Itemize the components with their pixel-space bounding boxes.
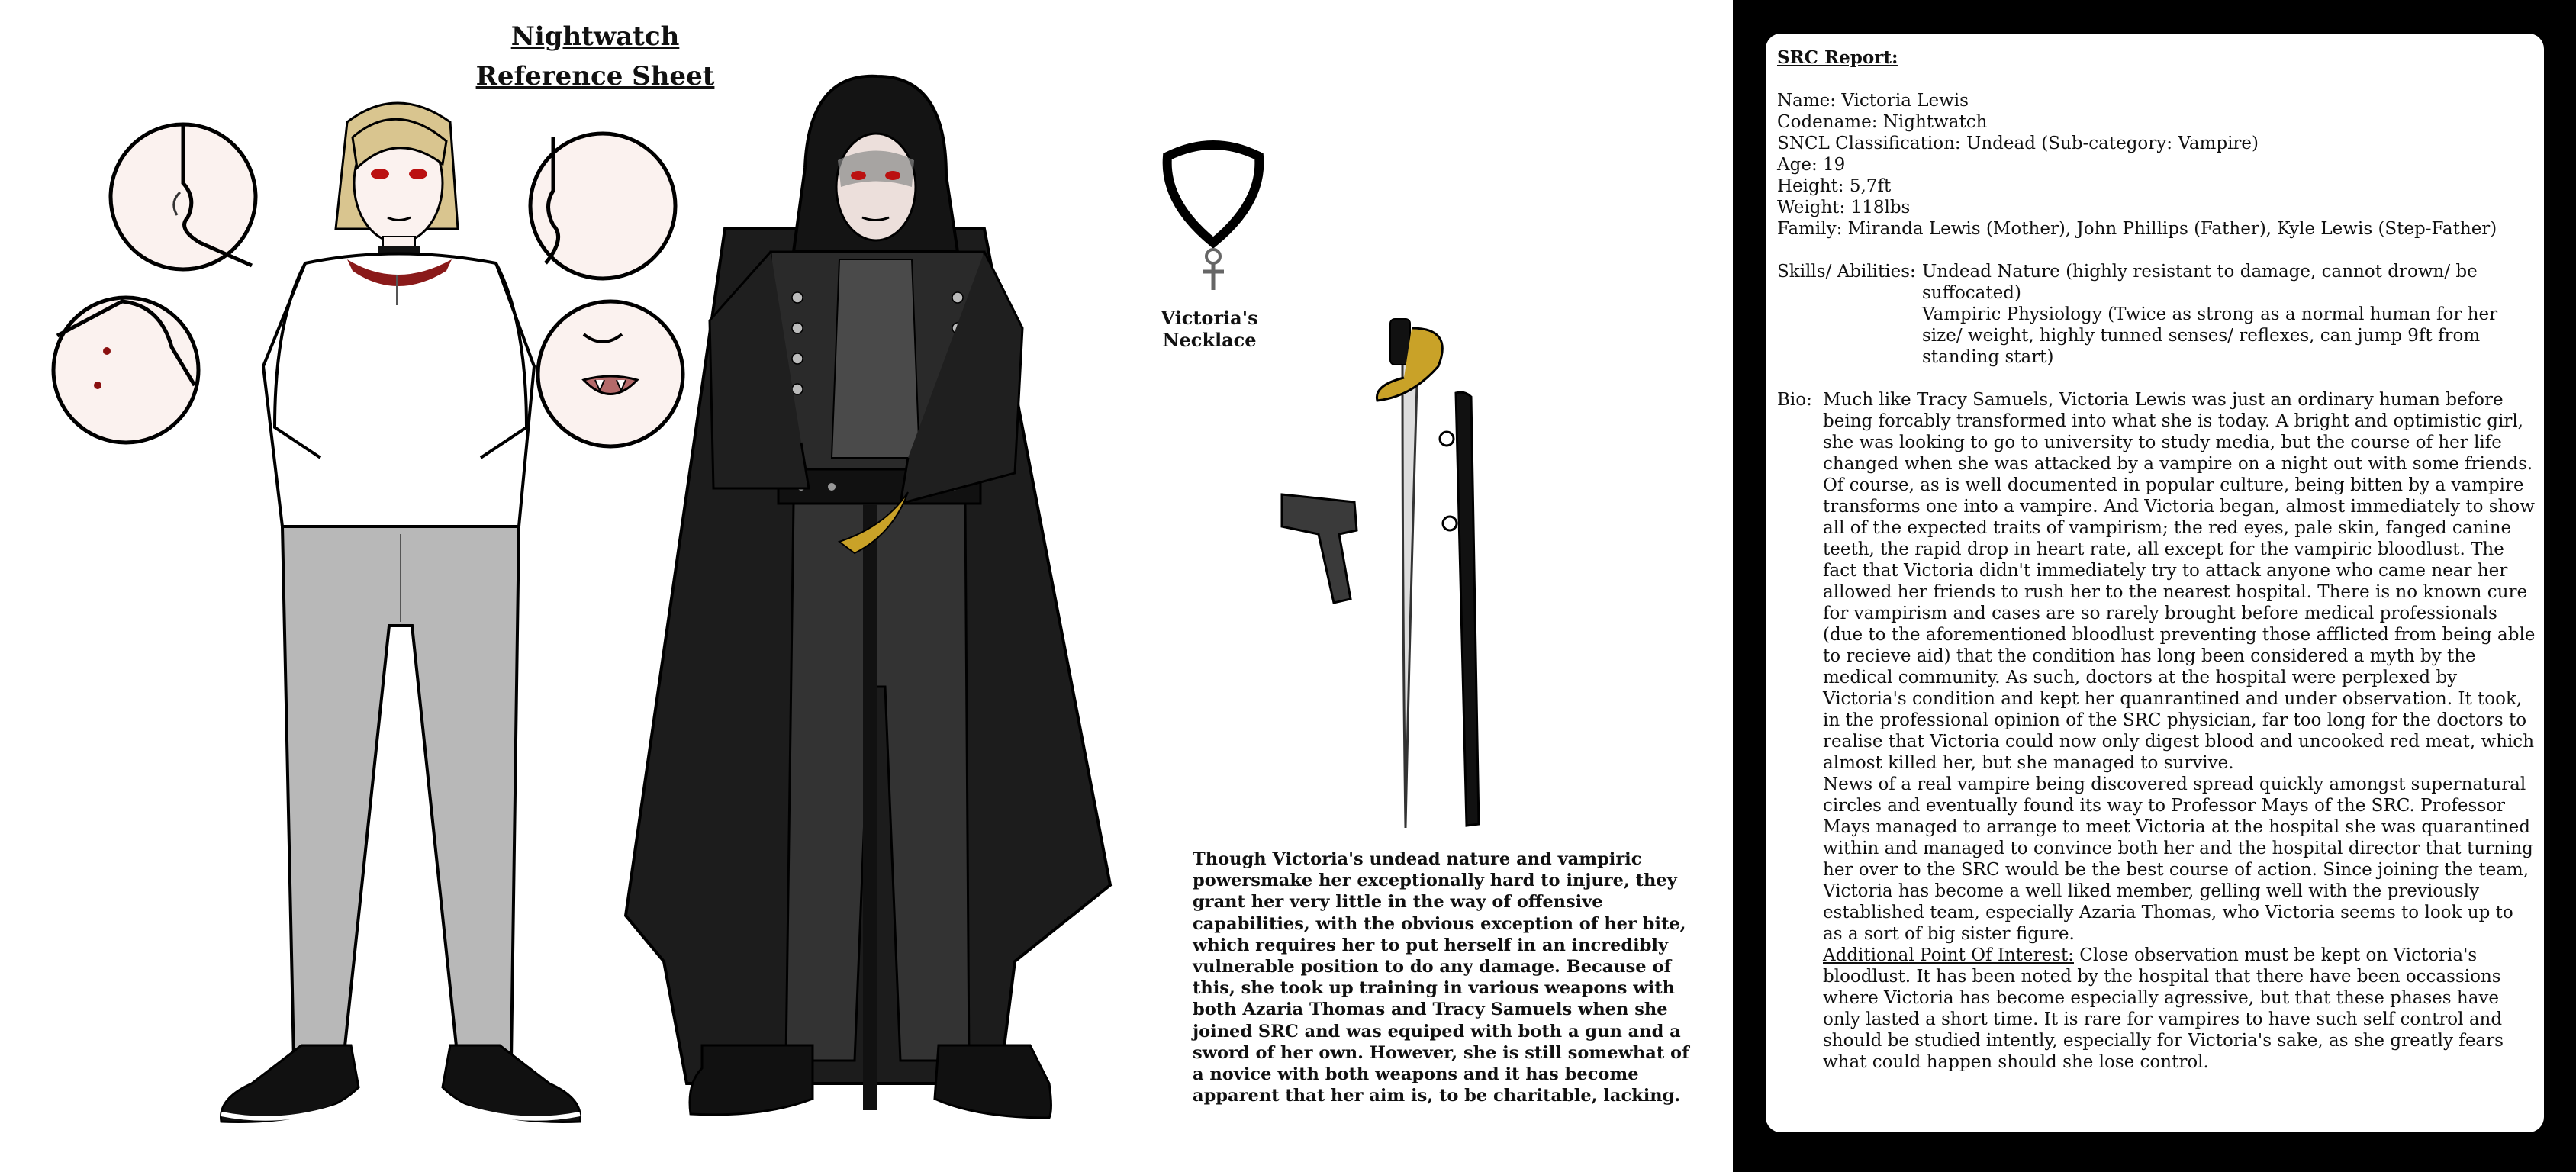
bio-section	[1777, 389, 2536, 1073]
mouth-fangs-closeup	[538, 301, 683, 446]
interest-label: Additional Point Of Interest:	[1823, 945, 2074, 965]
src-report	[1777, 47, 2536, 1073]
necklace-drawing	[1167, 145, 1260, 290]
interest-paragraph	[1823, 945, 2536, 1073]
pistol-drawing	[1282, 494, 1357, 603]
field-height: Height: 5,7ft	[1777, 176, 1892, 196]
field-weight: Weight: 118lbs	[1777, 198, 1911, 217]
neck-bite-closeup	[53, 298, 198, 443]
casual-outfit-figure	[221, 103, 581, 1122]
skill-item: Undead Nature (highly resistant to damage, cannot drown/ be suffocated)	[1922, 262, 2478, 303]
bio-paragraph: News of a real vampire being discovered spread quickly amongst supernatural circles and eventually found its way to Professor Mays of the SRC. Professor Mays managed to arrange to meet Victoria at the hospital she was quarantined within and managed to convince both her and the hospital director that turning her over to the SRC would be the best course of action. Since joining the team, Victoria has become a well liked member, gelling well with the previously established team, especially Azaria Thomas, who Victoria seems to look up to as a sort of big sister figure.	[1823, 774, 2533, 944]
report-fields	[1777, 90, 2536, 240]
field-family: Family: Miranda Lewis (Mother), John Phillips (Father), Kyle Lewis (Step-Father)	[1777, 219, 2497, 239]
weapons-description: Though Victoria's undead nature and vampiric powersmake her exceptionally hard to injure, they grant her very little in the way of offensive capabilities, with the obvious exception of her bite, which requires her to put herself in an incredibly vulnerable position to do any damage. Because of this, she took up training in various weapons with both Azaria Thomas and Tracy Samuels when she joined SRC and was equiped with both a gun and a sword of her own. However, she is still somewhat of a novice with both weapons and it has become apparent that her aim is, to be charitable, lacking.	[1193, 849, 1689, 1106]
bio-paragraph: Of course, as is well documented in popular culture, being bitten by a vampire transforms one into a vampire. And Victoria began, almost immediately to show all of the expected traits of vampirism; the red eyes, pale skin, fanged canine teeth, the rapid drop in heart rate, all except for the vampiric bloodlust. The fact that Victoria didn't immediately try to attack anyone who came near her allowed her friends to rush her to the nearest hospital. There is no known cure for vampirism and cases are so rarely brought before medical professionals (due to the aforementioned bloodlust preventing those afflicted from being able to recieve aid) that the condition has long been considered a myth by the medical community. As such, doctors at the hospital were perplexed by Victoria's condition and kept her quanrantined and under observation. It took, in the professional opinion of the SRC physician, far too long for the doctors to realise that Victoria could now only digest blood and uncooked red meat, which almost killed her, but she managed to survive.	[1823, 475, 2536, 773]
skill-item: Vampiric Physiology (Twice as strong as a normal human for her size/ weight, highly tunned senses/ reflexes, can jump 9ft from standing start)	[1922, 304, 2498, 367]
skills-list	[1922, 261, 2536, 368]
field-classification: SNCL Classification: Undead (Sub-category: Vampire)	[1777, 134, 2259, 153]
field-codename: Codename: Nightwatch	[1777, 112, 1988, 132]
sheet-title-line2: Reference Sheet	[475, 61, 715, 92]
sheet-title-line1: Nightwatch	[510, 21, 680, 52]
sword-drawing	[1377, 319, 1442, 828]
interest-text: Close observation must be kept on Victoria's bloodlust. It has been noted by the hospital that there have been occassions where Victoria has become especially agressive, but that these phases have only lasted a short time. It is rare for vampires to have such self control and should be studied intently, especially for Victoria's sake, as she greatly fears what could happen should she lose control.	[1823, 945, 2504, 1072]
field-age: Age: 19	[1777, 155, 1846, 175]
ear-closeup-right	[530, 134, 675, 279]
field-name: Name: Victoria Lewis	[1777, 91, 1969, 111]
bio-body	[1823, 389, 2536, 1073]
vampire-outfit-figure	[626, 76, 1110, 1118]
necklace-caption: Victoria's Necklace	[1161, 307, 1258, 351]
skills-section	[1777, 261, 2536, 368]
skills-label: Skills/ Abilities:	[1777, 262, 1916, 282]
bio-paragraph: Much like Tracy Samuels, Victoria Lewis was just an ordinary human before being forcably transformed into what she is today. A bright and optimistic girl, she was looking to go to university to study media, but the course of her life changed when she was attacked by a vampire on a night out with some friends.	[1823, 390, 2533, 474]
ear-closeup-left	[111, 124, 256, 269]
bio-label: Bio:	[1777, 390, 1812, 410]
scabbard-drawing	[1440, 392, 1479, 826]
report-title: SRC Report:	[1777, 47, 1898, 68]
